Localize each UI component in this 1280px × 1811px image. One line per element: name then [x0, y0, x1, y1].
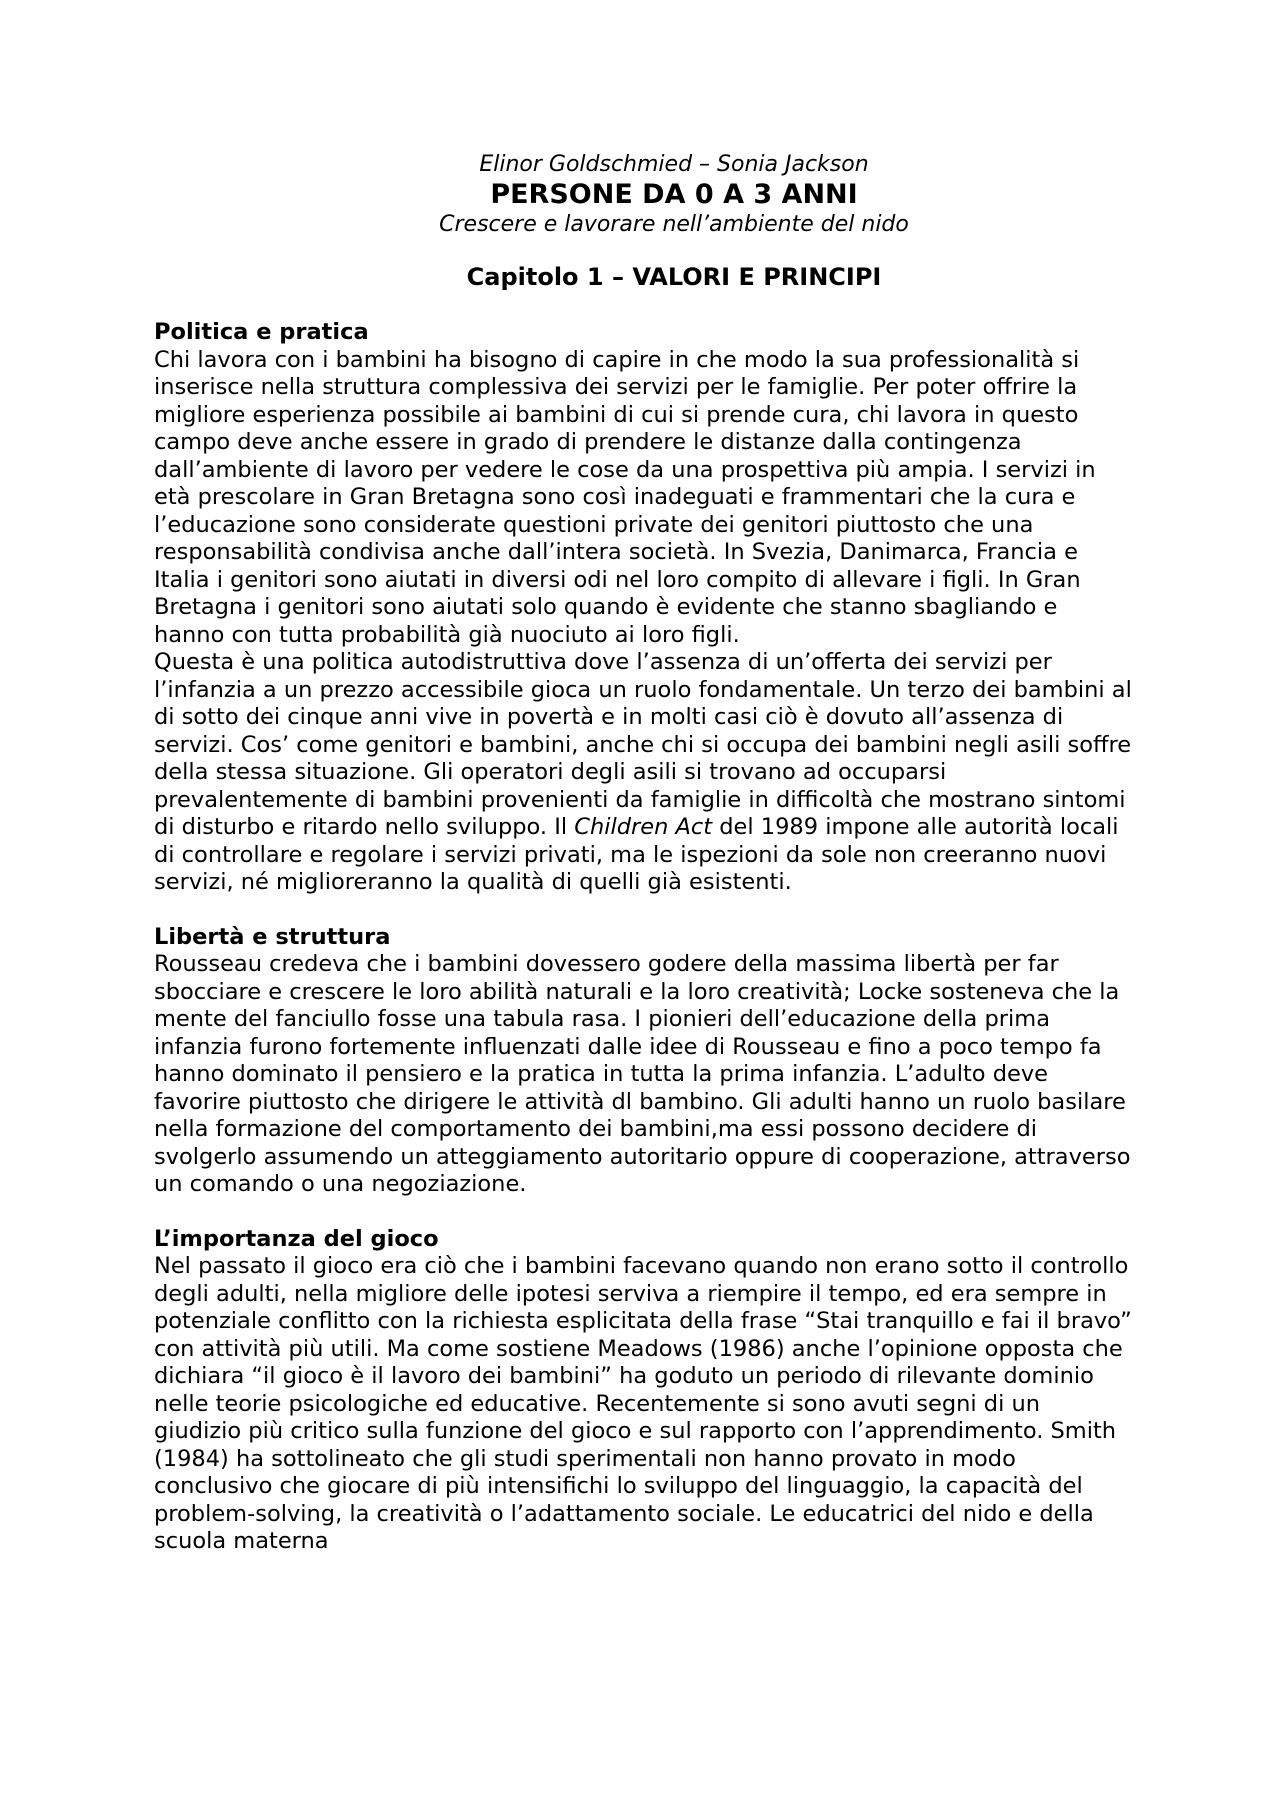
authors-line: Elinor Goldschmied – Sonia Jackson [479, 152, 869, 177]
document-page [154, 151, 1134, 1583]
paragraph: Nel passato il gioco era ciò che i bambini facevano quando non erano sotto il controllo degli adulti, nella migliore delle ipotesi serviva a riempire il tempo, ed era sempre in potenziale conflitto con la richiesta esplicitata della frase “Stai tranquillo e fai il bravo” con attività più utili. Ma come sostiene Meadows (1986) anche l’opinione opposta che dichiara “il gioco è il lavoro dei bambini” ha goduto un periodo di rilevante dominio nelle teorie psicologiche ed educative. Recentemente si sono avuti segni di un giudizio più critico sulla funzione del gioco e sul rapporto con l’apprendimento. Smith (1984) ha sottolineato che gli studi sperimentali non hanno provato in modo conclusivo che giocare di più intensifichi lo sviluppo del linguaggio, la capacità del problem-solving, la creatività o l’adattamento sociale. Le educatrici del nido e della scuola materna [154, 1253, 1132, 1554]
section-heading: Politica e pratica [154, 319, 369, 345]
section-liberta-e-struttura [154, 924, 1134, 1199]
paragraph: Rousseau credeva che i bambini dovessero godere della massima libertà per far sbocciare e crescere le loro abilità naturali e la loro creatività; Locke sosteneva che la mente del fanciullo fosse una tabula rasa. I pionieri dell’educazione della prima infanzia furono fortemente influenzati dalle idee di Rousseau e fino a poco tempo fa hanno dominato il pensiero e la pratica in tutta la prima infanzia. L’adulto deve favorire piuttosto che dirigere le attività dl bambino. Gli adulti hanno un ruolo basilare nella formazione del comportamento dei bambini,ma essi possono decidere di svolgerlo assumendo un atteggiamento autoritario oppure di cooperazione, attraverso un comando o una negoziazione. [154, 951, 1131, 1197]
section-heading: Libertà e struttura [154, 923, 391, 950]
paragraph [154, 649, 1134, 897]
chapter-title: Capitolo 1 – VALORI E PRINCIPI [466, 263, 882, 291]
paragraph-text: del 1989 impone alle autorità locali di controllare e regolare i servizi privati, ma le ispezioni da sole non creeranno nuovi servizi, né miglioreranno la qualità di quelli già esistenti. [154, 814, 1119, 895]
section-politica-e-pratica [154, 319, 1134, 897]
book-title: PERSONE DA 0 A 3 ANNI [490, 179, 858, 210]
book-subtitle: Crescere e lavorare nell’ambiente del nido [439, 212, 909, 237]
document-header [214, 151, 1134, 292]
act-title: Children Act [574, 814, 713, 840]
section-heading: L’importanza del gioco [154, 1225, 439, 1252]
section-importanza-del-gioco [154, 1226, 1134, 1556]
paragraph-text: Questa è una politica autodistruttiva dove l’assenza di un’offerta dei servizi per l’infanzia a un prezzo accessibile gioca un ruolo fondamentale. Un terzo dei bambini al di sotto dei cinque anni vive in povertà e in molti casi ciò è dovuto all’assenza di servizi. Cos’ come genitori e bambini, anche chi si occupa dei bambini negli asili soffre della stessa situazione. Gli operatori degli asili si trovano ad occuparsi prevalentemente di bambini provenienti da famiglie in difficoltà che mostrano sintomi di disturbo e ritardo nello sviluppo. Il [154, 649, 1132, 840]
paragraph: Chi lavora con i bambini ha bisogno di capire in che modo la sua professionalità si inserisce nella struttura complessiva dei servizi per le famiglie. Per poter offrire la migliore esperienza possibile ai bambini di cui si prende cura, chi lavora in questo campo deve anche essere in grado di prendere le distanze dalla contingenza dall’ambiente di lavoro per vedere le cose da una prospettiva più ampia. I servizi in età prescolare in Gran Bretagna sono così inadeguati e frammentari che la cura e l’educazione sono considerate questioni private dei genitori piuttosto che una responsabilità condivisa anche dall’intera società. In Svezia, Danimarca, Francia e Italia i genitori sono aiutati in diversi odi nel loro compito di allevare i figli. In Gran Bretagna i genitori sono aiutati solo quando è evidente che stanno sbagliando e hanno con tutta probabilità già nuociuto ai loro figli. [154, 346, 1096, 648]
